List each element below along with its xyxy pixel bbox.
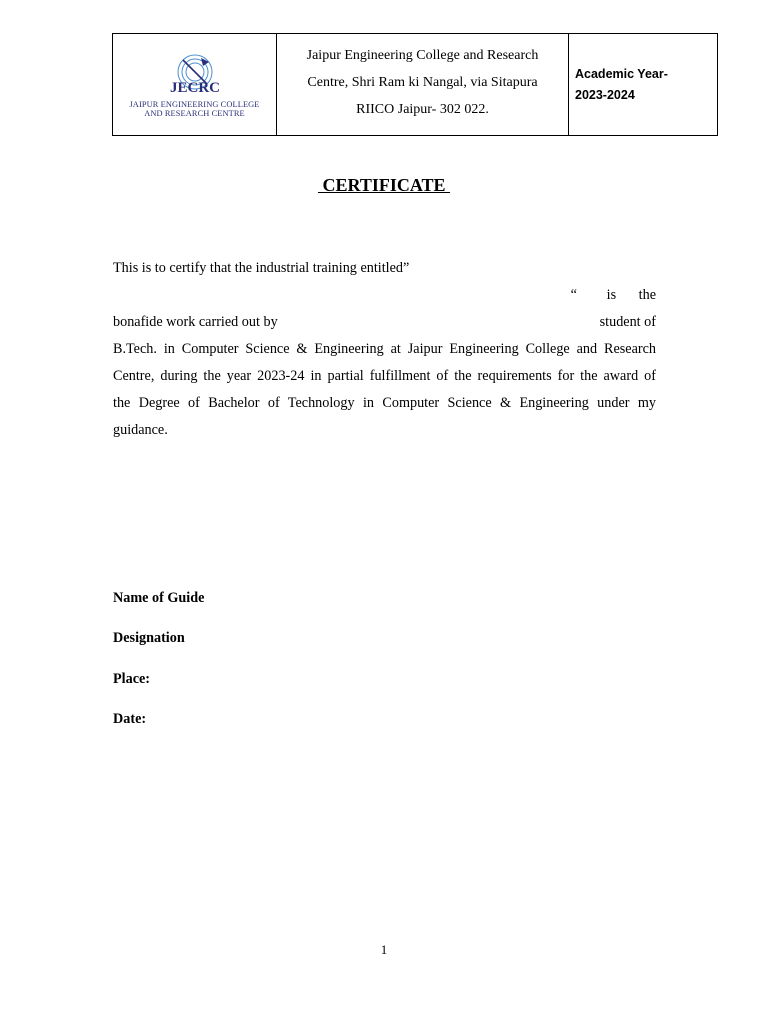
logo-name-line2: AND RESEARCH CENTRE [144,108,245,118]
address-line-2: Centre, Shri Ram ki Nangal, via Sitapura [307,75,538,90]
word-the: the [638,287,656,303]
bonafide-text: bonafide work carried out by [113,314,278,330]
academic-year-label: Academic Year- [575,66,668,81]
guide-name-label: Name of Guide [113,590,205,606]
address-line-3: RIICO Jaipur- 302 022. [356,102,489,117]
body-line-5: Centre, during the year 2023-24 in partial fulfillment of the requirements for the award of [113,368,656,384]
academic-year-cell [569,34,718,136]
address-line-1: Jaipur Engineering College and Research [306,48,539,63]
certificate-title [0,173,768,197]
address-cell [277,34,569,136]
certificate-title-text: CERTIFICATE [317,175,451,195]
header-table [112,33,718,136]
logo-cell [113,34,277,136]
designation-label: Designation [113,630,185,646]
body-line-2 [113,282,656,309]
word-is: is [606,287,617,303]
body-line-3 [113,309,656,336]
logo-name-line1: JAIPUR ENGINEERING COLLEGE [129,99,260,109]
page-number: 1 [380,942,388,957]
open-quote: “ [570,287,577,303]
jecrc-logo-icon [165,52,225,98]
body-line-1: This is to certify that the industrial training entitled” [113,260,410,276]
place-label: Place: [113,671,151,687]
academic-year-value: 2023-2024 [575,87,635,102]
body-line-6: the Degree of Bachelor of Technology in Computer Science & Engineering under my [113,395,656,411]
body-line-4: B.Tech. in Computer Science & Engineering at Jaipur Engineering College and Research [113,341,656,357]
logo-name [113,100,276,118]
logo-acronym: JECRC [169,79,220,96]
body-line-7: guidance. [113,422,168,438]
date-label: Date: [113,711,147,727]
student-of-text: student of [599,314,656,330]
